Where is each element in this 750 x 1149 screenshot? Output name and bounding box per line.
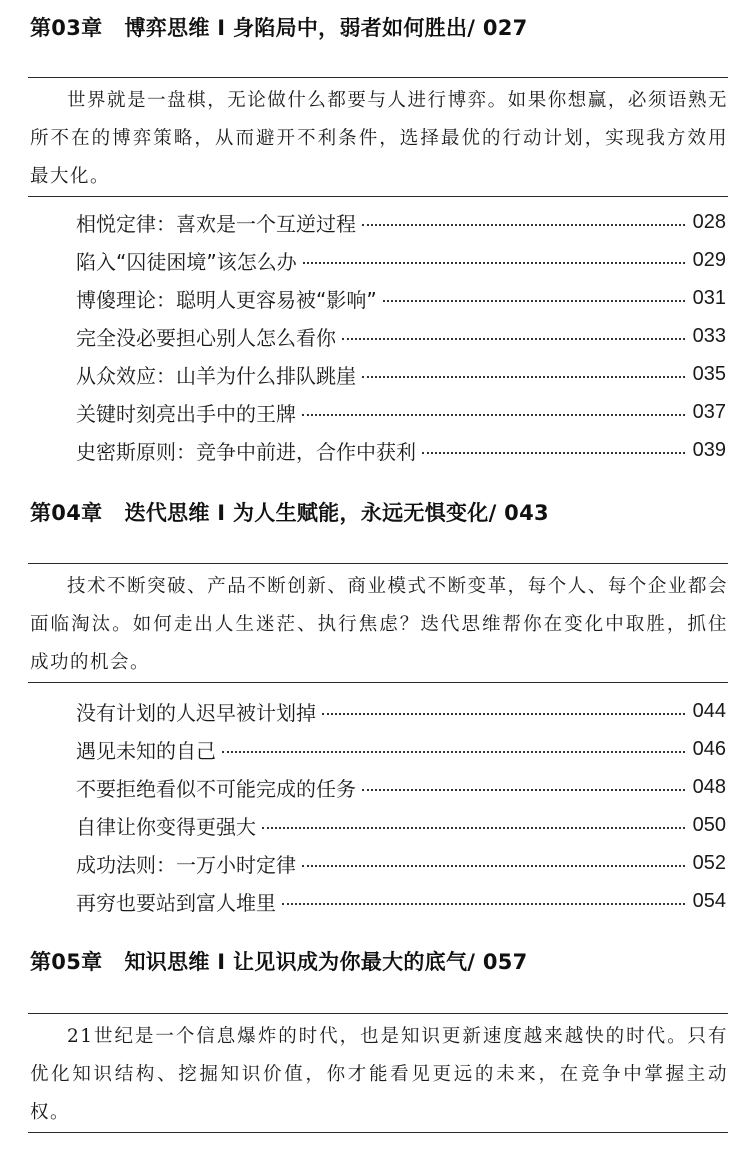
- toc-entry[interactable]: [76, 692, 726, 730]
- toc-entry[interactable]: [76, 882, 726, 920]
- section-divider: [28, 77, 728, 78]
- toc-entry-title: 博傻理论：聪明人更容易被“影响”: [76, 287, 377, 312]
- leader-dots: [383, 300, 685, 302]
- toc-entry[interactable]: [76, 393, 726, 431]
- toc-entry-title: 没有计划的人迟早被计划掉: [76, 700, 316, 725]
- chapter-title: 迭代思维 I 为人生赋能，永远无惧变化/ 043: [124, 501, 549, 525]
- toc-entry-page: 029: [692, 248, 726, 271]
- toc-entry-title: 不要拒绝看似不可能完成的任务: [76, 776, 356, 801]
- section-divider: [28, 563, 728, 564]
- chapter-number: 第04章: [30, 501, 103, 525]
- toc-entry-page: 052: [692, 851, 726, 874]
- toc-entry-title: 陷入“囚徒困境”该怎么办: [76, 249, 297, 274]
- chapter-number: 第05章: [30, 950, 103, 974]
- toc-entry[interactable]: [76, 844, 726, 882]
- toc-entry-page: 046: [692, 737, 726, 760]
- chapter-03-heading: [30, 12, 528, 42]
- leader-dots: [302, 865, 685, 867]
- leader-dots: [362, 224, 685, 226]
- toc-entry-title: 再穷也要站到富人堆里: [76, 890, 276, 915]
- toc-entry-title: 史密斯原则：竞争中前进，合作中获利: [76, 439, 416, 464]
- chapter-04-heading: [30, 497, 549, 527]
- toc-entry-page: 048: [692, 775, 726, 798]
- toc-entry-page: 044: [692, 699, 726, 722]
- toc-entry-title: 成功法则：一万小时定律: [76, 852, 296, 877]
- toc-entry[interactable]: [76, 806, 726, 844]
- intro-text: 技术不断突破、产品不断创新、商业模式不断变革，每个人、每个企业都会面临淘汰。如何走出人生迷茫、执行焦虑？迭代思维帮你在变化中取胜，抓住成功的机会。: [30, 576, 728, 673]
- toc-entry-title: 关键时刻亮出手中的王牌: [76, 401, 296, 426]
- toc-entry-title: 相悦定律：喜欢是一个互逆过程: [76, 211, 356, 236]
- chapter-05-heading: [30, 946, 528, 976]
- toc-entry[interactable]: [76, 730, 726, 768]
- chapter-03-toc: [76, 203, 726, 469]
- chapter-04-intro: [30, 568, 728, 682]
- section-divider: [28, 196, 728, 197]
- chapter-number: 第03章: [30, 16, 103, 40]
- section-divider: [28, 1013, 728, 1014]
- toc-entry[interactable]: [76, 203, 726, 241]
- leader-dots: [303, 262, 685, 264]
- section-divider: [28, 1132, 728, 1133]
- toc-entry-page: 028: [692, 210, 726, 233]
- intro-text: 世界就是一盘棋，无论做什么都要与人进行博弈。如果你想赢，必须语熟无所不在的博弈策略，从而避开不利条件，选择最优的行动计划，实现我方效用最大化。: [30, 90, 728, 187]
- chapter-04-toc: [76, 692, 726, 920]
- leader-dots: [302, 414, 685, 416]
- toc-entry-title: 从众效应：山羊为什么排队跳崖: [76, 363, 356, 388]
- toc-entry-title: 自律让你变得更强大: [76, 814, 256, 839]
- leader-dots: [422, 452, 685, 454]
- leader-dots: [362, 376, 685, 378]
- toc-entry-page: 039: [692, 438, 726, 461]
- toc-entry-page: 035: [692, 362, 726, 385]
- toc-entry-page: 050: [692, 813, 726, 836]
- chapter-title: 知识思维 I 让见识成为你最大的底气/ 057: [124, 950, 528, 974]
- chapter-05-intro: [30, 1018, 728, 1132]
- toc-entry[interactable]: [76, 279, 726, 317]
- toc-entry-page: 054: [692, 889, 726, 912]
- leader-dots: [282, 903, 685, 905]
- toc-entry-page: 037: [692, 400, 726, 423]
- section-divider: [28, 682, 728, 683]
- toc-entry-page: 033: [692, 324, 726, 347]
- toc-entry-title: 完全没必要担心别人怎么看你: [76, 325, 336, 350]
- leader-dots: [222, 751, 685, 753]
- toc-entry[interactable]: [76, 317, 726, 355]
- toc-entry[interactable]: [76, 241, 726, 279]
- toc-entry-page: 031: [692, 286, 726, 309]
- leader-dots: [262, 827, 685, 829]
- toc-entry[interactable]: [76, 431, 726, 469]
- toc-entry-title: 遇见未知的自己: [76, 738, 216, 763]
- toc-entry[interactable]: [76, 355, 726, 393]
- leader-dots: [342, 338, 685, 340]
- chapter-title: 博弈思维 I 身陷局中，弱者如何胜出/ 027: [124, 16, 528, 40]
- leader-dots: [322, 713, 685, 715]
- intro-text: 21世纪是一个信息爆炸的时代，也是知识更新速度越来越快的时代。只有优化知识结构、挖掘知识价值，你才能看见更远的未来，在竞争中掌握主动权。: [30, 1026, 728, 1123]
- leader-dots: [362, 789, 685, 791]
- toc-entry[interactable]: [76, 768, 726, 806]
- chapter-03-intro: [30, 82, 728, 196]
